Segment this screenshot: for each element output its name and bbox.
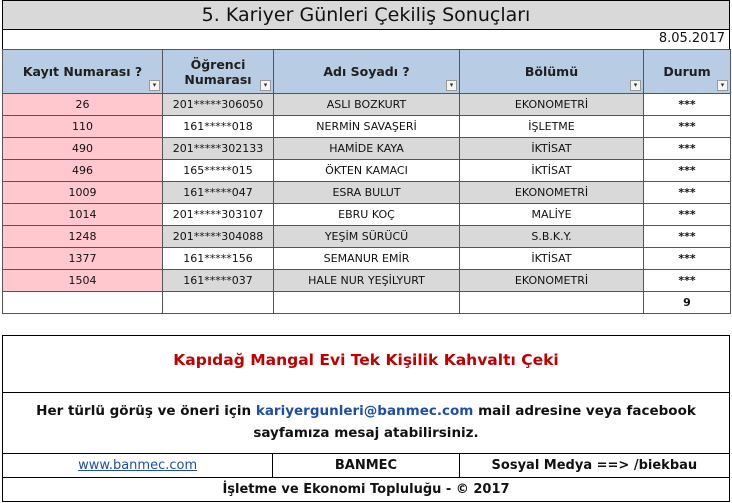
col-header-durum-label: Durum	[663, 64, 711, 79]
website-link[interactable]: www.banmec.com	[78, 458, 198, 473]
col-header-durum[interactable]	[644, 50, 731, 94]
date-cell[interactable]: 8.05.2017	[658, 31, 725, 46]
date-row	[2, 30, 730, 49]
prize-text: Kapıdağ Mangal Evi Tek Kişilik Kahvaltı Çeki	[173, 351, 559, 369]
cell-ad[interactable]: ASLI BOZKURT	[274, 94, 460, 116]
footer-social: Sosyal Medya ==> /biekbau	[491, 458, 698, 473]
cell-durum[interactable]: ***	[644, 94, 731, 116]
cell-ad[interactable]: YEŞİM SÜRÜCÜ	[274, 226, 460, 248]
cell-ad[interactable]: SEMANUR EMİR	[274, 248, 460, 270]
cell-durum[interactable]: ***	[644, 204, 731, 226]
cell-durum[interactable]: ***	[644, 138, 731, 160]
cell-ad[interactable]: ESRA BULUT	[274, 182, 460, 204]
footer-org: BANMEC	[273, 454, 459, 477]
filter-dropdown-icon[interactable]: ▾	[630, 80, 641, 91]
col-header-bolum-label: Bölümü	[524, 64, 579, 79]
results-table	[2, 49, 731, 314]
cell-ad[interactable]: HAMİDE KAYA	[274, 138, 460, 160]
cell-ogrenci[interactable]: 161*****047	[163, 182, 274, 204]
cell-ogrenci[interactable]: 201*****306050	[163, 94, 274, 116]
cell-bolum[interactable]: İKTİSAT	[460, 160, 644, 182]
cell-kayit[interactable]: 1248	[3, 226, 163, 248]
cell-kayit[interactable]: 1377	[3, 248, 163, 270]
cell-ogrenci[interactable]: 161*****037	[163, 270, 274, 292]
table-row	[3, 204, 731, 226]
col-header-kayit[interactable]	[3, 50, 163, 94]
table-row	[3, 182, 731, 204]
spreadsheet	[2, 0, 730, 503]
cell-kayit[interactable]: 496	[3, 160, 163, 182]
cell-bolum[interactable]: İKTİSAT	[460, 248, 644, 270]
col-header-ogrenci-line1: Öğrenci	[190, 56, 246, 72]
table-row	[3, 226, 731, 248]
cell-bolum[interactable]: İKTİSAT	[460, 138, 644, 160]
filter-dropdown-icon[interactable]: ▾	[717, 80, 728, 91]
contact-text-pre: Her türlü görüş ve öneri için	[36, 403, 256, 419]
table-row	[3, 138, 731, 160]
footer-website-cell	[3, 454, 273, 477]
copyright-text: İşletme ve Ekonomi Topluluğu - © 2017	[2, 478, 730, 502]
cell-ogrenci[interactable]: 165*****015	[163, 160, 274, 182]
cell-kayit[interactable]: 1504	[3, 270, 163, 292]
footer-row	[2, 454, 730, 478]
cell-kayit[interactable]: 490	[3, 138, 163, 160]
contact-text-post: mail adresine veya facebook sayfamıza mesaj atabilirsiniz.	[253, 403, 696, 441]
table-row	[3, 248, 731, 270]
contact-box	[2, 393, 730, 454]
empty-cell[interactable]	[3, 292, 163, 314]
cell-kayit[interactable]: 110	[3, 116, 163, 138]
cell-kayit[interactable]: 1014	[3, 204, 163, 226]
cell-bolum[interactable]: EKONOMETRİ	[460, 182, 644, 204]
cell-bolum[interactable]: EKONOMETRİ	[460, 94, 644, 116]
header-row	[3, 50, 731, 94]
cell-ogrenci[interactable]: 201*****302133	[163, 138, 274, 160]
cell-durum[interactable]: ***	[644, 160, 731, 182]
cell-bolum[interactable]: MALİYE	[460, 204, 644, 226]
cell-bolum[interactable]: EKONOMETRİ	[460, 270, 644, 292]
table-row	[3, 116, 731, 138]
col-header-ad[interactable]	[274, 50, 460, 94]
col-header-ogrenci-line2: Numarası	[184, 71, 252, 87]
cell-ad[interactable]: EBRU KOÇ	[274, 204, 460, 226]
cell-durum[interactable]: ***	[644, 270, 731, 292]
cell-durum[interactable]: ***	[644, 226, 731, 248]
cell-ad[interactable]: HALE NUR YEŞİLYURT	[274, 270, 460, 292]
col-header-ad-label: Adı Soyadı ?	[323, 64, 410, 79]
cell-durum[interactable]: ***	[644, 248, 731, 270]
col-header-ogrenci[interactable]	[163, 50, 274, 94]
cell-ogrenci[interactable]: 201*****304088	[163, 226, 274, 248]
cell-ogrenci[interactable]: 201*****303107	[163, 204, 274, 226]
col-header-bolum[interactable]	[460, 50, 644, 94]
sheet-title: 5. Kariyer Günleri Çekiliş Sonuçları	[2, 0, 730, 30]
contact-email[interactable]: kariyergunleri@banmec.com	[255, 403, 474, 419]
cell-kayit[interactable]: 1009	[3, 182, 163, 204]
empty-cell[interactable]	[163, 292, 274, 314]
cell-ad[interactable]: NERMİN SAVAŞERİ	[274, 116, 460, 138]
cell-bolum[interactable]: S.B.K.Y.	[460, 226, 644, 248]
table-row	[3, 94, 731, 116]
cell-ad[interactable]: ÖKTEN KAMACI	[274, 160, 460, 182]
filter-dropdown-icon[interactable]: ▾	[446, 80, 457, 91]
cell-durum[interactable]: ***	[644, 116, 731, 138]
total-row	[3, 292, 731, 314]
cell-ogrenci[interactable]: 161*****156	[163, 248, 274, 270]
cell-durum[interactable]: ***	[644, 182, 731, 204]
cell-ogrenci[interactable]: 161*****018	[163, 116, 274, 138]
empty-cell[interactable]	[274, 292, 460, 314]
cell-kayit[interactable]: 26	[3, 94, 163, 116]
cell-bolum[interactable]: İŞLETME	[460, 116, 644, 138]
empty-cell[interactable]	[460, 292, 644, 314]
col-header-kayit-label: Kayıt Numarası ?	[22, 64, 143, 79]
table-row	[3, 160, 731, 182]
filter-dropdown-icon[interactable]: ▾	[260, 80, 271, 91]
filter-active-icon[interactable]: ▾	[149, 80, 160, 91]
table-row	[3, 270, 731, 292]
total-count-cell[interactable]: 9	[644, 292, 731, 314]
